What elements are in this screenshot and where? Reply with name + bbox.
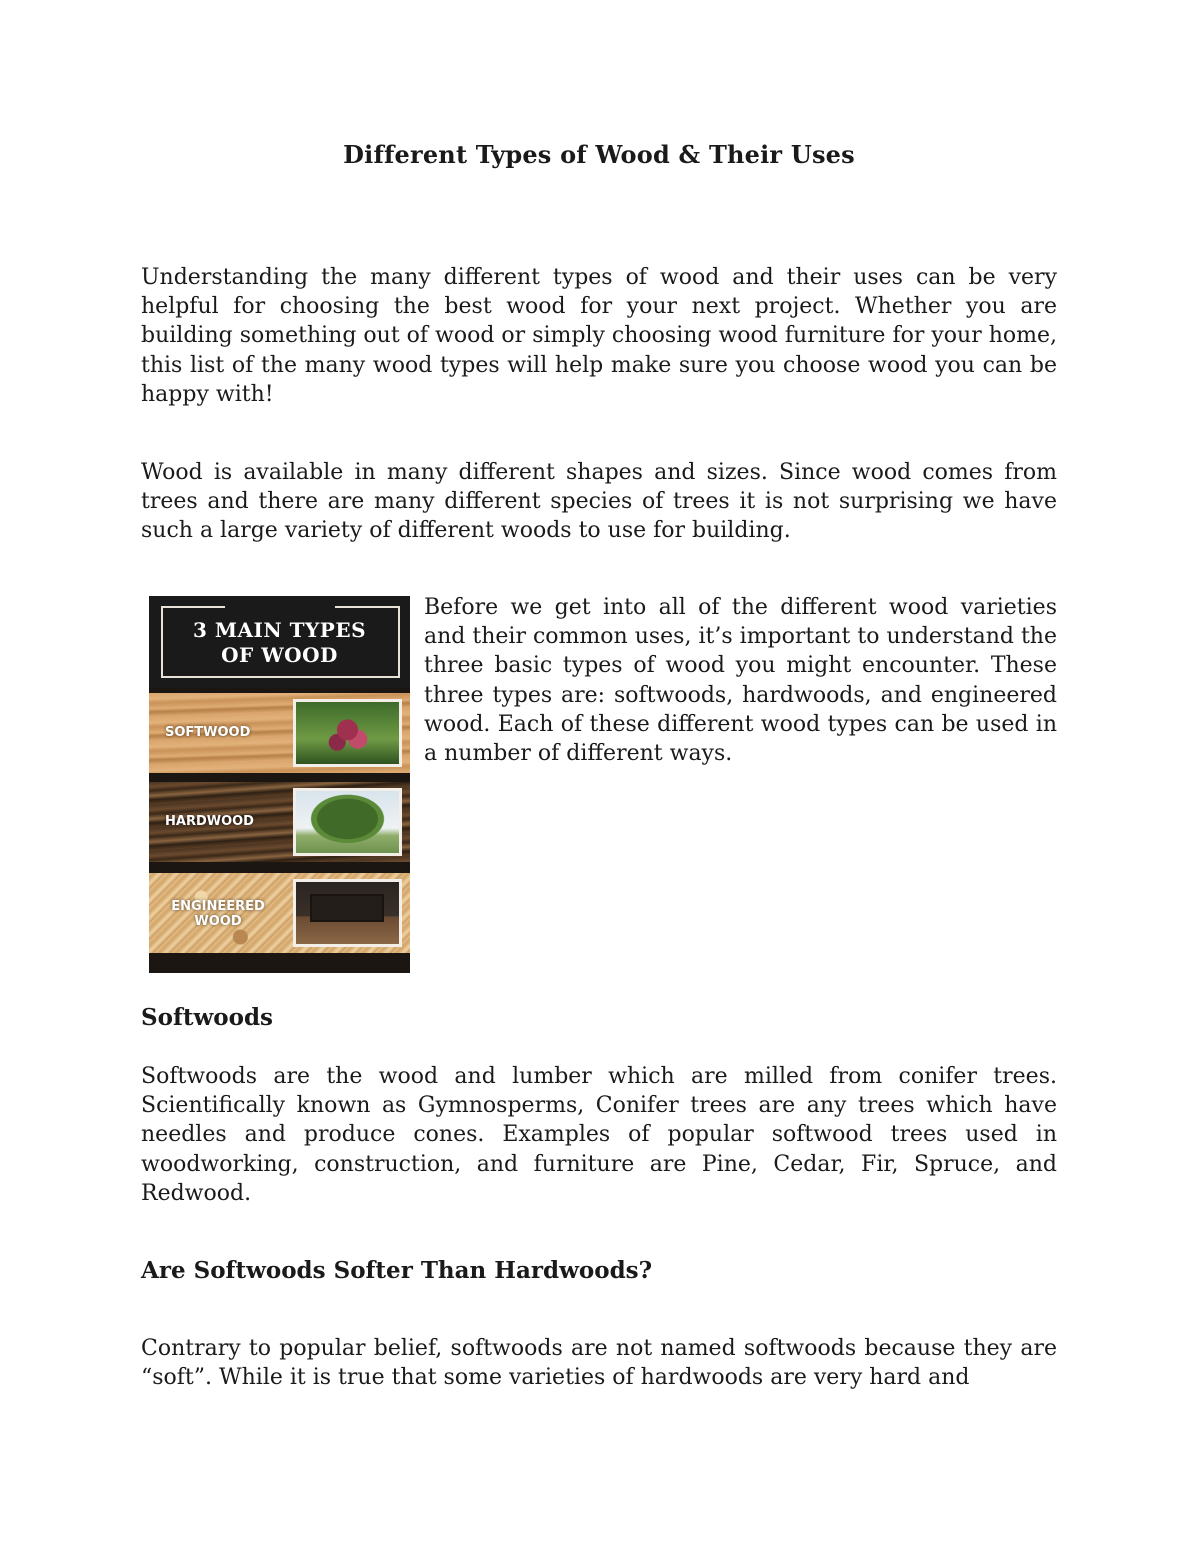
softwoods-paragraph: Softwoods are the wood and lumber which are milled from conifer trees. Scientifically known as Gymnosperms, Conifer trees are any trees which have needles and produce cones. Examples of popular softwood trees used in woodworking, construction, and furniture are Pine, Cedar, Fir, Spruce, and Redwood. (141, 1064, 1057, 1206)
infographic-title (149, 618, 410, 668)
oak-tree-photo-icon (293, 788, 402, 856)
infographic-header (149, 596, 410, 688)
contrary-paragraph: Contrary to popular belief, softwoods are not named softwoods because they are “soft”. While it is true that some varieties of hardwoods are very hard and (141, 1336, 1057, 1391)
softer-question-heading: Are Softwoods Softer Than Hardwoods? (141, 1257, 653, 1284)
document-title: Different Types of Wood & Their Uses (343, 140, 855, 169)
softwood-band (149, 693, 410, 773)
wood-availability-paragraph: Wood is available in many different shapes and sizes. Since wood comes from trees and there are many different species of trees it is not surprising we have such a large variety of different woods to use for building. (141, 460, 1057, 544)
intro-paragraph: Understanding the many different types of wood and their uses can be very helpful for choosing the best wood for your next project. Whether you are building something out of wood or simply choosing wood furniture for your home, this list of the many wood types will help make sure you choose wood you can be happy with! (141, 265, 1057, 407)
three-types-paragraph: Before we get into all of the different wood varieties and their common uses, it’s important to understand the three basic types of wood you might encounter. These three types are: softwoods, hardwoods, and engineered wood. Each of these different wood types can be used in a number of different ways. (424, 595, 1057, 767)
engineered-wood-label: ENGINEERED WOOD (171, 899, 265, 929)
hardwood-band (149, 782, 410, 862)
infographic-title-text: 3 MAIN TYPES OF WOOD (192, 618, 367, 667)
conifer-branch-photo-icon (293, 699, 402, 767)
infographic-site-mark (225, 600, 335, 610)
softwood-label: SOFTWOOD (165, 725, 251, 740)
dresser-furniture-photo-icon (293, 879, 402, 947)
hardwood-label: HARDWOOD (165, 814, 254, 829)
band-divider (149, 773, 410, 782)
infographic-footer-mark (149, 958, 410, 973)
softwoods-heading: Softwoods (141, 1004, 273, 1031)
engineered-wood-band (149, 873, 410, 953)
wood-types-infographic (149, 596, 410, 973)
band-divider (149, 862, 410, 871)
